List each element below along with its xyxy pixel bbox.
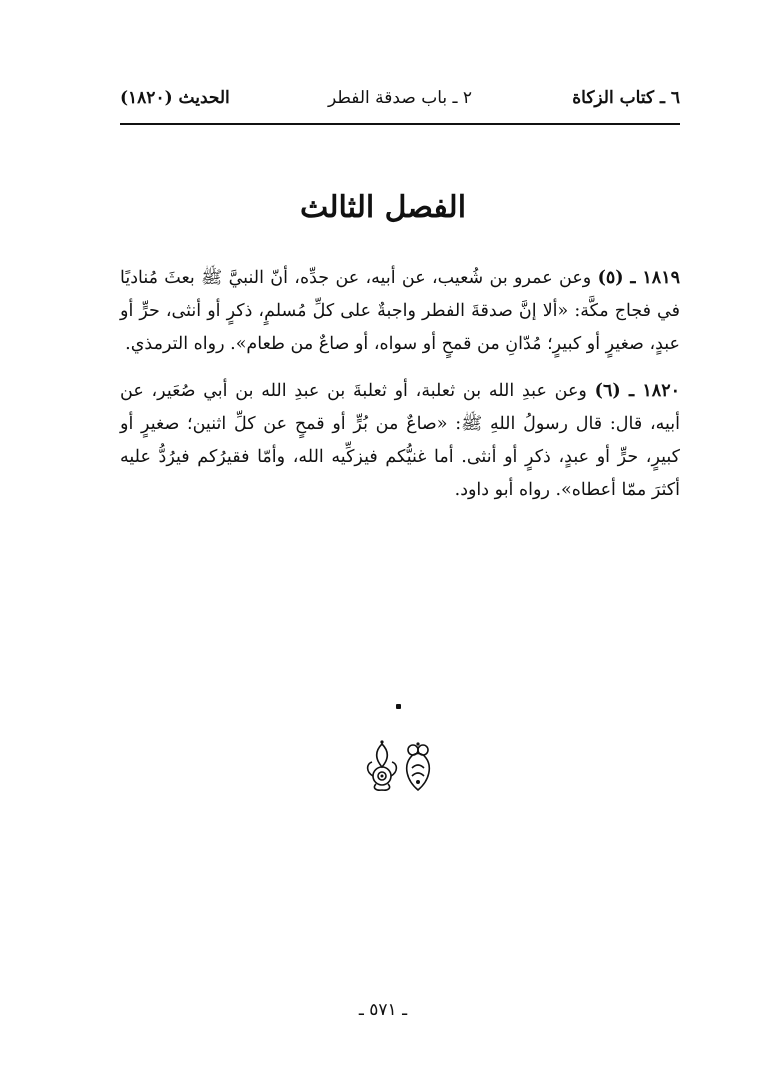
hadith-number: ١٨١٩ ـ (٥) (597, 268, 680, 288)
header-chapter-title: ٢ ـ باب صدقة الفطر (327, 88, 473, 108)
hadith-paragraph (120, 375, 680, 507)
header-book-title: ٦ ـ كتاب الزكاة (572, 88, 680, 108)
hadith-text: وعن عبدِ الله بن ثعلبة، أو ثعلبةَ بن عبدِ الله بن أبي صُعَير، عن أبيه، قال: قال رسولُ اللهِ ﷺ: «صاعٌ من بُرٍّ أو قمحٍ عن كلِّ اثنين؛ صغيرٍ أو كبيرٍ، حرٍّ أو عبدٍ، ذكرٍ أو أنثى. أما غنيُّكم فيزكِّيه الله، وأمّا فقيرُكم فيرُدُّ عليه أكثرَ ممّا أعطاه». رواه أبو داود. (120, 381, 680, 500)
hadith-paragraph (120, 262, 680, 361)
header-divider (120, 123, 680, 125)
hadith-list (120, 262, 680, 521)
section-title: الفصل الثالث (299, 190, 467, 225)
header-hadith-range: الحديث (١٨٢٠) (120, 88, 230, 108)
separator-dot (396, 704, 401, 709)
hadith-text: وعن عمرو بن شُعيب، عن أبيه، عن جدِّه، أنّ النبيَّ ﷺ بعثَ مُناديًا في فجاج مكَّة: «ألا إنَّ صدقةَ الفطر واجبةٌ على كلِّ مُسلمٍ، ذكرٍ أو أنثى، حرٍّ أو عبدٍ، صغيرٍ أو كبيرٍ؛ مُدّانِ من قمحٍ أو سواه، أو صاعٌ من طعام». رواه الترمذي. (120, 268, 680, 354)
hadith-number: ١٨٢٠ ـ (٦) (594, 381, 680, 401)
floral-ornament-icon (362, 736, 438, 792)
running-header (120, 82, 680, 118)
page-number: ـ ٥٧١ ـ (358, 1000, 408, 1020)
